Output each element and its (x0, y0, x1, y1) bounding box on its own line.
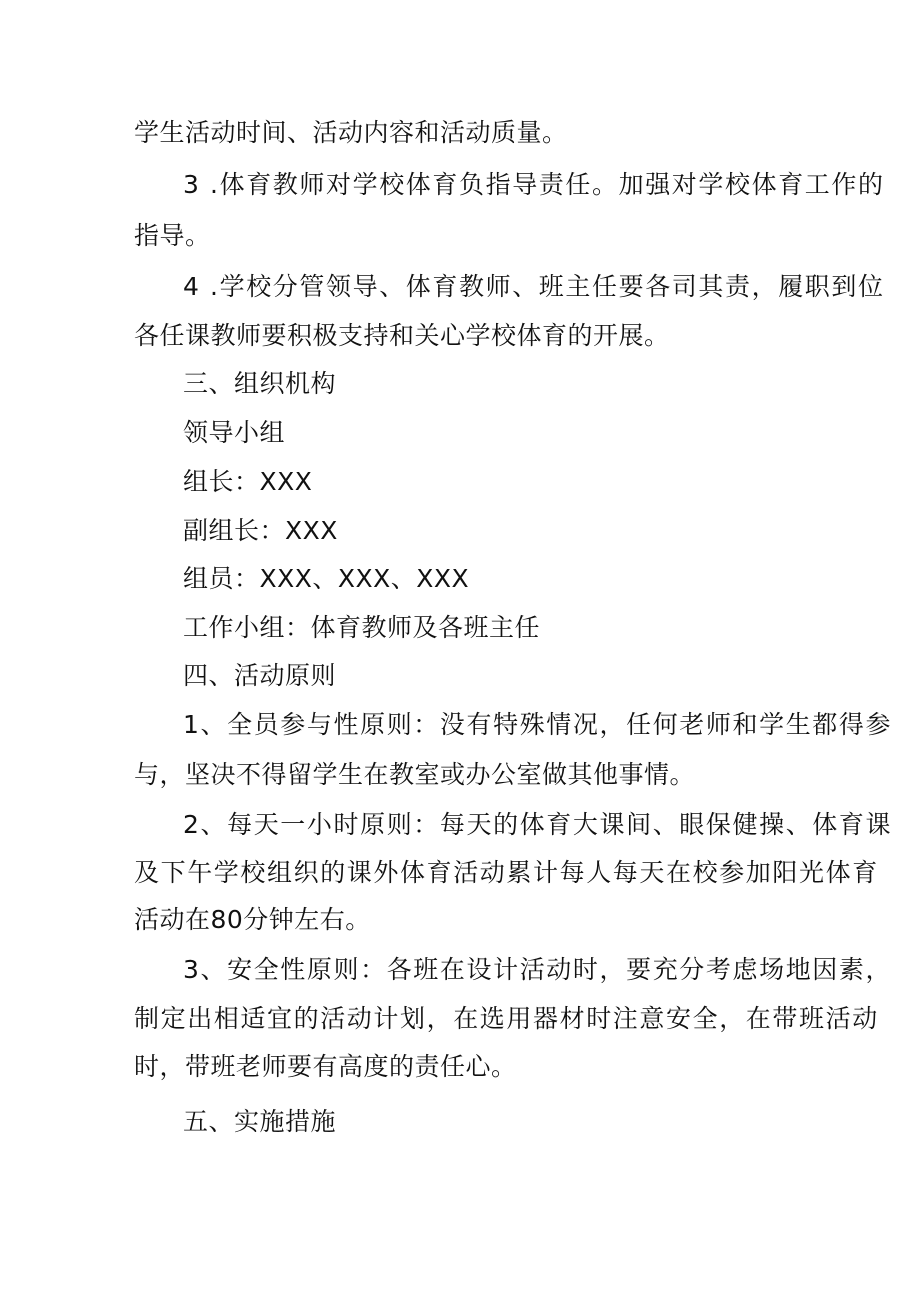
text-line-2: 3 .体育教师对学校体育负指导责任。加强对学校体育工作的 (183, 170, 885, 199)
text-line-17: 活动在80分钟左右。 (134, 905, 371, 934)
text-line-7: 领导小组 (183, 418, 286, 447)
text-line-20: 时，带班老师要有高度的责任心。 (134, 1052, 517, 1081)
text-line-5: 各任课教师要积极支持和关心学校体育的开展。 (134, 321, 670, 350)
text-line-19: 制定出相适宜的活动计划，在选用器材时注意安全，在带班活动 (134, 1004, 879, 1033)
section-heading-5: 五、实施措施 (183, 1107, 337, 1136)
text-line-9: 副组长：XXX (183, 516, 338, 545)
text-line-11: 工作小组：体育教师及各班主任 (183, 613, 541, 642)
text-line-15: 2、每天一小时原则：每天的体育大课间、眼保健操、体育课 (183, 810, 893, 839)
text-line-3: 指导。 (134, 221, 211, 250)
text-line-13: 1、全员参与性原则：没有特殊情况，任何老师和学生都得参 (183, 710, 893, 739)
section-heading-3: 三、组织机构 (183, 369, 337, 398)
text-line-4: 4 .学校分管领导、体育教师、班主任要各司其责，履职到位 (183, 272, 885, 301)
text-line-1: 学生活动时间、活动内容和活动质量。 (134, 118, 568, 147)
text-line-8: 组长：XXX (183, 467, 313, 496)
text-line-14: 与，坚决不得留学生在教室或办公室做其他事情。 (134, 760, 696, 789)
text-line-10: 组员：XXX、XXX、XXX (183, 564, 470, 593)
section-heading-4: 四、活动原则 (183, 661, 337, 690)
text-line-16: 及下午学校组织的课外体育活动累计每人每天在校参加阳光体育 (134, 858, 879, 887)
text-line-18: 3、安全性原则：各班在设计活动时，要充分考虑场地因素， (183, 955, 893, 984)
